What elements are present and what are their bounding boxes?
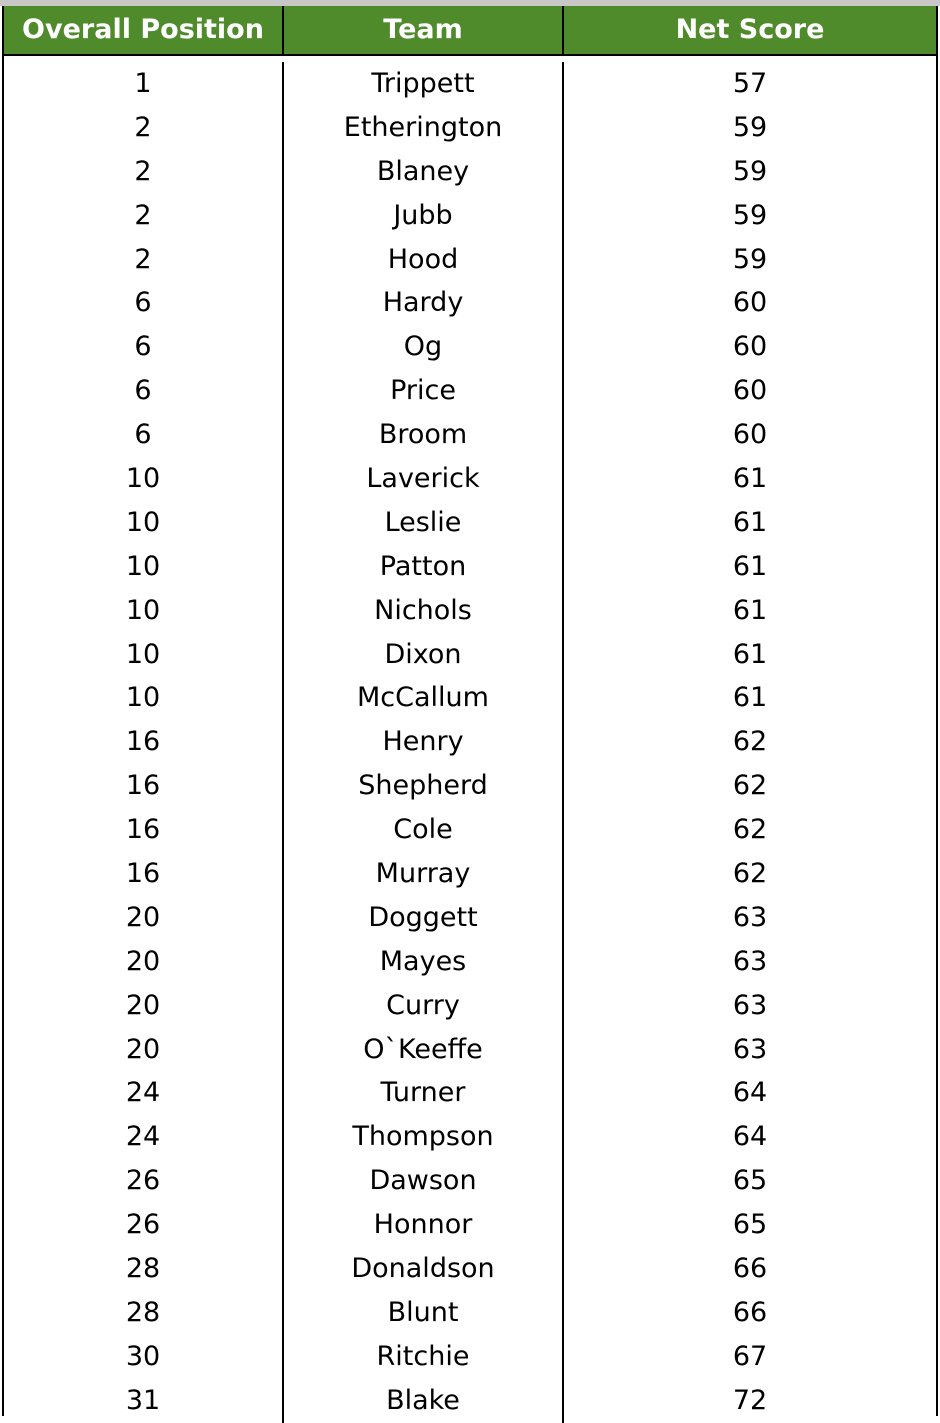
cell-net-score: 62 xyxy=(732,814,768,846)
table-row xyxy=(4,62,936,106)
cell-position: 28 xyxy=(4,1247,284,1291)
cell-team: Price xyxy=(284,369,564,413)
table-row xyxy=(4,457,936,501)
cell-team: Etherington xyxy=(284,106,564,150)
cell-net-score: 64 xyxy=(732,1121,768,1153)
cell-team: Murray xyxy=(284,852,564,896)
table-row xyxy=(4,852,936,896)
cell-position: 20 xyxy=(4,896,284,940)
table-row xyxy=(4,1159,936,1203)
table-row xyxy=(4,940,936,984)
cell-team: Curry xyxy=(284,984,564,1028)
cell-team: Doggett xyxy=(284,896,564,940)
cell-team: Shepherd xyxy=(284,764,564,808)
cell-net-score: 59 xyxy=(732,155,768,187)
cell-net-score: 62 xyxy=(732,726,768,758)
cell-net-score: 72 xyxy=(732,1384,768,1416)
cell-position: 2 xyxy=(4,194,284,238)
cell-team: Leslie xyxy=(284,501,564,545)
table-row xyxy=(4,1071,936,1115)
cell-position: 24 xyxy=(4,1115,284,1159)
cell-net-score: 59 xyxy=(732,111,768,143)
cell-position: 6 xyxy=(4,325,284,369)
cell-team: Honnor xyxy=(284,1203,564,1247)
cell-team: Mayes xyxy=(284,940,564,984)
cell-net-score: 66 xyxy=(732,1296,768,1328)
cell-net-score: 61 xyxy=(732,682,768,714)
table-row xyxy=(4,633,936,677)
cell-position: 20 xyxy=(4,984,284,1028)
table-row xyxy=(4,1203,936,1247)
cell-net-score: 63 xyxy=(732,1033,768,1065)
table-header xyxy=(4,6,936,56)
table-row xyxy=(4,896,936,940)
table-row xyxy=(4,676,936,720)
cell-net-score: 61 xyxy=(732,463,768,495)
cell-position: 28 xyxy=(4,1291,284,1335)
table-row xyxy=(4,808,936,852)
table-row xyxy=(4,720,936,764)
cell-team: Blaney xyxy=(284,150,564,194)
cell-position: 10 xyxy=(4,589,284,633)
table-row xyxy=(4,150,936,194)
cell-net-score: 65 xyxy=(732,1209,768,1241)
cell-team: Cole xyxy=(284,808,564,852)
cell-team: Turner xyxy=(284,1071,564,1115)
cell-position: 26 xyxy=(4,1159,284,1203)
cell-position: 10 xyxy=(4,457,284,501)
cell-team: Hood xyxy=(284,238,564,282)
cell-team: Thompson xyxy=(284,1115,564,1159)
cell-position: 10 xyxy=(4,633,284,677)
table-row xyxy=(4,238,936,282)
header-net-score: Net Score xyxy=(675,14,825,45)
cell-position: 20 xyxy=(4,1028,284,1072)
table-row xyxy=(4,589,936,633)
cell-net-score: 61 xyxy=(732,594,768,626)
cell-position: 30 xyxy=(4,1335,284,1379)
cell-net-score: 62 xyxy=(732,770,768,802)
cell-net-score: 60 xyxy=(732,287,768,319)
cell-net-score: 57 xyxy=(732,68,768,99)
cell-net-score: 65 xyxy=(732,1165,768,1197)
table-row xyxy=(4,369,936,413)
cell-position: 10 xyxy=(4,501,284,545)
cell-position: 10 xyxy=(4,676,284,720)
cell-position: 16 xyxy=(4,764,284,808)
table-row xyxy=(4,984,936,1028)
table-row xyxy=(4,106,936,150)
cell-team: Blake xyxy=(284,1379,564,1423)
cell-team: Dawson xyxy=(284,1159,564,1203)
table-row xyxy=(4,194,936,238)
cell-net-score: 60 xyxy=(732,375,768,407)
cell-team: Laverick xyxy=(284,457,564,501)
table-row xyxy=(4,281,936,325)
cell-net-score: 63 xyxy=(732,945,768,977)
cell-team: Trippett xyxy=(284,62,564,106)
table-row xyxy=(4,413,936,457)
cell-position: 31 xyxy=(4,1379,284,1423)
cell-team: O`Keeffe xyxy=(284,1028,564,1072)
cell-position: 26 xyxy=(4,1203,284,1247)
cell-net-score: 61 xyxy=(732,506,768,538)
cell-net-score: 66 xyxy=(732,1253,768,1285)
results-table xyxy=(2,6,938,1416)
cell-team: McCallum xyxy=(284,676,564,720)
table-row xyxy=(4,325,936,369)
cell-net-score: 59 xyxy=(732,243,768,275)
cell-net-score: 62 xyxy=(732,858,768,890)
cell-net-score: 60 xyxy=(732,419,768,451)
cell-net-score: 63 xyxy=(732,901,768,933)
table-body xyxy=(4,56,936,1423)
cell-team: Donaldson xyxy=(284,1247,564,1291)
cell-position: 10 xyxy=(4,545,284,589)
table-row xyxy=(4,1028,936,1072)
cell-net-score: 63 xyxy=(732,989,768,1021)
cell-team: Broom xyxy=(284,413,564,457)
cell-net-score: 64 xyxy=(732,1077,768,1109)
cell-team: Jubb xyxy=(284,194,564,238)
header-overall-position: Overall Position xyxy=(4,6,284,54)
cell-net-score: 60 xyxy=(732,331,768,363)
header-team: Team xyxy=(284,6,564,54)
table-row xyxy=(4,1247,936,1291)
cell-position: 16 xyxy=(4,852,284,896)
table-row xyxy=(4,1115,936,1159)
cell-team: Patton xyxy=(284,545,564,589)
cell-team: Dixon xyxy=(284,633,564,677)
cell-position: 24 xyxy=(4,1071,284,1115)
cell-position: 2 xyxy=(4,106,284,150)
cell-team: Blunt xyxy=(284,1291,564,1335)
table-row xyxy=(4,1335,936,1379)
cell-position: 6 xyxy=(4,369,284,413)
cell-position: 6 xyxy=(4,281,284,325)
cell-position: 1 xyxy=(4,62,284,106)
cell-net-score: 61 xyxy=(732,550,768,582)
cell-team: Hardy xyxy=(284,281,564,325)
cell-net-score: 59 xyxy=(732,199,768,231)
table-row xyxy=(4,764,936,808)
table-row xyxy=(4,545,936,589)
cell-position: 16 xyxy=(4,808,284,852)
cell-position: 2 xyxy=(4,150,284,194)
cell-position: 2 xyxy=(4,238,284,282)
cell-position: 6 xyxy=(4,413,284,457)
cell-team: Og xyxy=(284,325,564,369)
cell-team: Ritchie xyxy=(284,1335,564,1379)
cell-team: Henry xyxy=(284,720,564,764)
cell-net-score: 67 xyxy=(732,1340,768,1372)
table-row xyxy=(4,501,936,545)
cell-position: 20 xyxy=(4,940,284,984)
table-row xyxy=(4,1379,936,1423)
cell-position: 16 xyxy=(4,720,284,764)
cell-team: Nichols xyxy=(284,589,564,633)
cell-net-score: 61 xyxy=(732,638,768,670)
table-row xyxy=(4,1291,936,1335)
